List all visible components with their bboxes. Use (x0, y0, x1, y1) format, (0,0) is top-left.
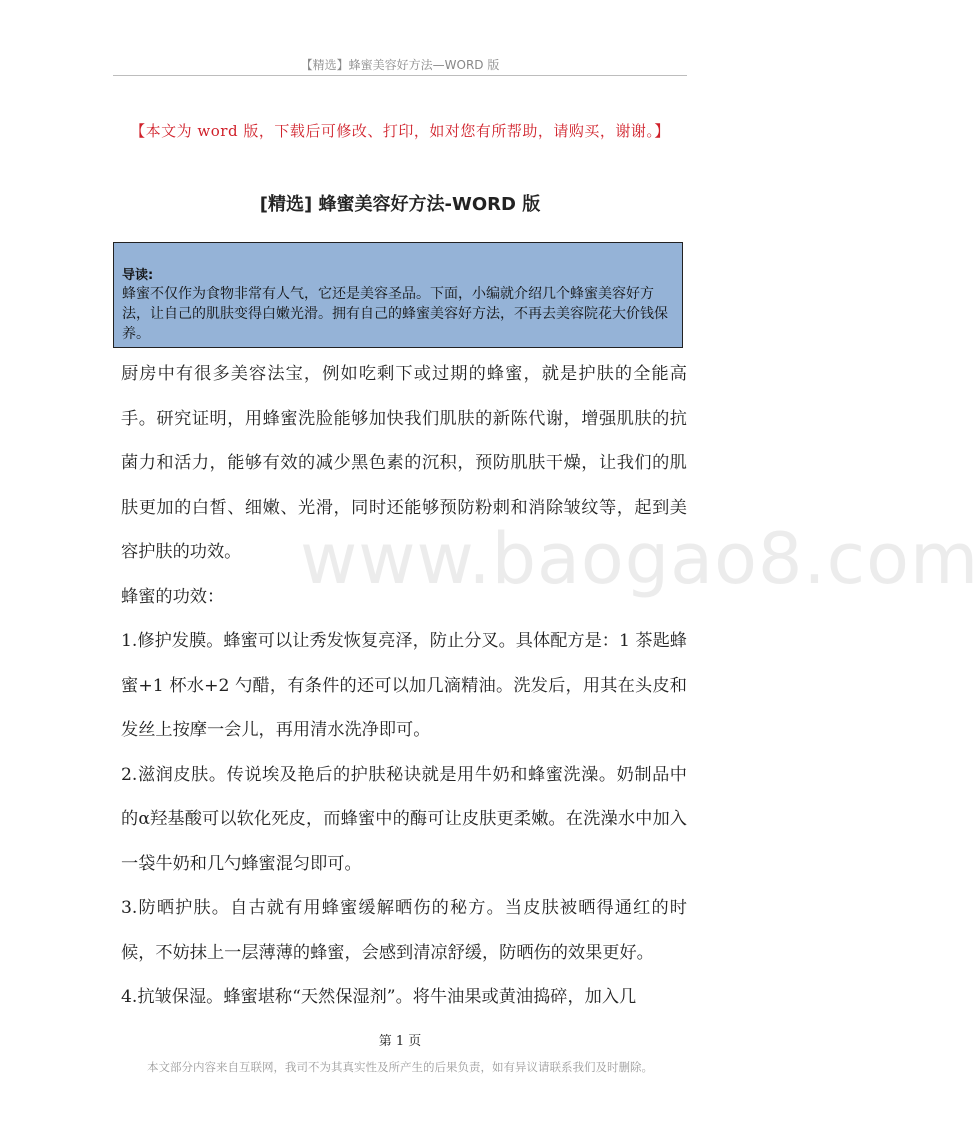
paragraph-effects-heading: 蜂蜜的功效： (121, 586, 225, 607)
page-header: 【精选】蜂蜜美容好方法—WORD 版 (300, 58, 500, 72)
watermark: www.baogao8.com (300, 518, 979, 600)
summary-box (113, 242, 683, 348)
summary-label: 导读: (122, 268, 154, 283)
document-title: [精选] 蜂蜜美容好方法-WORD 版 (259, 194, 541, 215)
paragraph-hair-mask: 1.修护发膜。蜂蜜可以让秀发恢复亮泽，防止分叉。具体配方是：1 茶匙蜂蜜+1 杯水+2 勺醋，有条件的还可以加几滴精油。洗发后，用其在头皮和发丝上按摩一会儿，再用清水洗净即可。 (121, 631, 687, 740)
page-number: 第 1 页 (378, 1034, 422, 1049)
paragraph-sun-protection: 3.防晒护肤。自古就有用蜂蜜缓解晒伤的秘方。当皮肤被晒得通红的时候，不妨抹上一层薄薄的蜂蜜，会感到清凉舒缓，防晒伤的效果更好。 (121, 898, 687, 963)
paragraph-moisturize-skin: 2.滋润皮肤。传说埃及艳后的护肤秘诀就是用牛奶和蜂蜜洗澡。奶制品中的α羟基酸可以软化死皮，而蜂蜜中的酶可让皮肤更柔嫩。在洗澡水中加入一袋牛奶和几勺蜂蜜混匀即可。 (121, 764, 687, 874)
purchase-notice: 【本文为 word 版，下载后可修改、打印，如对您有所帮助，请购买，谢谢。】 (130, 122, 670, 140)
footer-disclaimer: 本文部分内容来自互联网，我司不为其真实性及所产生的后果负责，如有异议请联系我们及时删除。 (147, 1060, 653, 1074)
paragraph-intro: 厨房中有很多美容法宝，例如吃剩下或过期的蜂蜜，就是护肤的全能高手。研究证明，用蜂蜜洗脸能够加快我们肌肤的新陈代谢，增强肌肤的抗菌力和活力，能够有效的减少黑色素的沉积，预防肌肤干燥，让我们的肌肤更加的白皙、细嫩、光滑，同时还能够预防粉刺和消除皱纹等，起到美容护肤的功效。 (121, 364, 687, 562)
paragraph-anti-wrinkle: 4.抗皱保湿。蜂蜜堪称“天然保湿剂”。将牛油果或黄油捣碎，加入几 (121, 987, 637, 1007)
body-text (121, 352, 687, 1020)
header-divider (113, 75, 687, 76)
summary-text: 蜂蜜不仅作为食物非常有人气，它还是美容圣品。下面，小编就介绍几个蜂蜜美容好方法，让自己的肌肤变得白嫩光滑。拥有自己的蜂蜜美容好方法，不再去美容院花大价钱保养。 (122, 286, 668, 342)
